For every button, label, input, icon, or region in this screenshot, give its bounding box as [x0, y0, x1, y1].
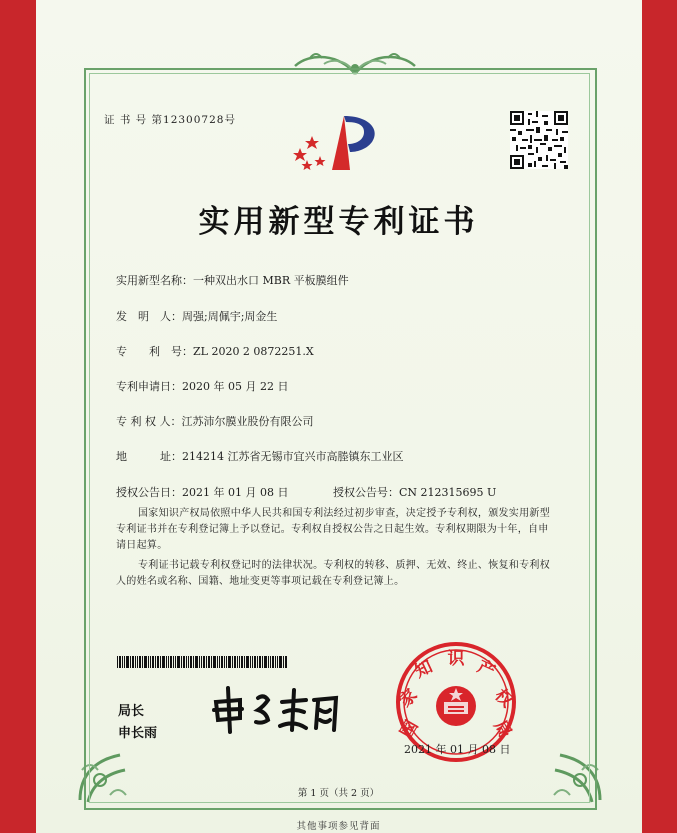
- grant-date-label: 授权公告日：: [116, 486, 182, 499]
- filing-date-value: 2020 年 05 月 22 日: [182, 380, 289, 393]
- legal-status-paragraph: 专利证书记载专利权登记时的法律状况。专利权的转移、质押、无效、终止、恢复和专利权人的姓名或名称、国籍、地址变更等事项记载在专利登记簿上。: [116, 560, 550, 587]
- patentee-row: [116, 413, 314, 429]
- svg-text:国: 国: [396, 717, 423, 742]
- barcode-icon: [117, 656, 287, 668]
- page-number: 第 1 页（共 2 页）: [297, 788, 380, 799]
- svg-text:局: 局: [489, 717, 516, 742]
- qr-code-icon: [510, 111, 568, 169]
- filing-date-label: 专利申请日：: [116, 380, 182, 393]
- patentee-value: 江苏沛尔膜业股份有限公司: [181, 415, 314, 428]
- patent-number-row: [116, 343, 314, 359]
- grant-number-row: [333, 484, 496, 500]
- inventor-row: [116, 308, 277, 324]
- svg-text:识: 识: [447, 649, 465, 669]
- cnipa-logo-icon: [292, 108, 382, 176]
- decision-paragraph: 国家知识产权局依照中华人民共和国专利法经过初步审查，决定授予专利权，颁发实用新型专利证书并在专利登记簿上予以登记。专利权自授权公告之日起生效。专利权期限为十年，自申请日起算。: [116, 508, 550, 551]
- utility-model-name-value: 一种双出水口 MBR 平板膜组件: [193, 274, 349, 287]
- certificate-number: 证 书 号 第12300728号: [104, 114, 236, 126]
- director-signature-icon: [210, 680, 340, 740]
- svg-text:家: 家: [395, 685, 422, 712]
- grant-number-value: CN 212315695 U: [399, 486, 497, 499]
- seal-date: 2021 年 01 月 08 日: [404, 743, 511, 756]
- director-name: 申长雨: [118, 726, 158, 741]
- patent-number-value: ZL 2020 2 0872251.X: [193, 345, 314, 358]
- address-label: 地 址：: [116, 450, 182, 463]
- back-note: 其他事项参见背面: [296, 821, 381, 832]
- grant-number-label: 授权公告号：: [333, 486, 399, 499]
- inventor-label: 发 明 人：: [116, 310, 182, 323]
- svg-text:权: 权: [490, 685, 517, 712]
- svg-text:知: 知: [411, 656, 436, 683]
- director-title: 局长: [118, 704, 145, 719]
- address-value: 214214 江苏省无锡市宜兴市高塍镇东工业区: [182, 450, 404, 463]
- inventor-value: 周强;周佩宇;周金生: [182, 310, 278, 323]
- grant-date-row: [116, 484, 288, 500]
- grant-date-value: 2021 年 01 月 08 日: [182, 486, 289, 499]
- address-row: [116, 448, 404, 464]
- certificate-title: 实用新型专利证书: [198, 204, 479, 240]
- patentee-label: 专 利 权 人：: [116, 415, 182, 428]
- patent-number-label: 专 利 号：: [116, 345, 193, 358]
- filing-date-row: [116, 378, 288, 394]
- svg-text:产: 产: [474, 656, 499, 683]
- utility-model-name-row: [116, 272, 349, 288]
- utility-model-name-label: 实用新型名称：: [116, 274, 193, 287]
